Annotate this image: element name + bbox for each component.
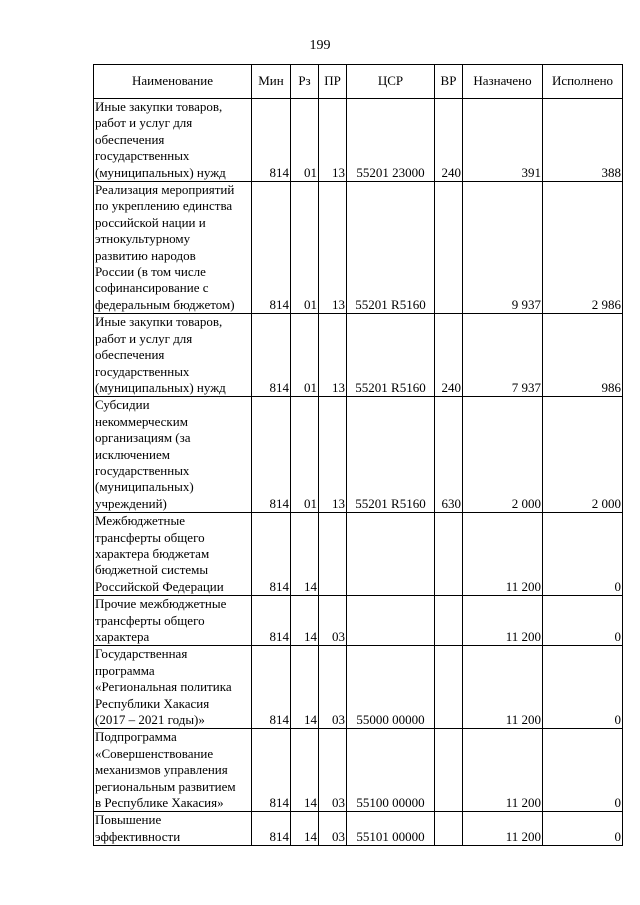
cell-vr	[435, 596, 463, 646]
cell-csr: 55201 R5160	[347, 314, 435, 397]
page-number: 199	[309, 38, 331, 53]
name-line: трансферты общего	[95, 529, 205, 545]
cell-rz: 14	[291, 729, 319, 812]
table-row	[94, 729, 623, 812]
cell-pr: 13	[319, 397, 347, 513]
cell-executed: 0	[543, 596, 623, 646]
header-assigned: Назначено	[463, 65, 543, 99]
cell-min: 814	[252, 596, 291, 646]
cell-pr: 03	[319, 729, 347, 812]
cell-rz: 01	[291, 314, 319, 397]
header-vr: ВР	[435, 65, 463, 99]
cell-pr: 03	[319, 812, 347, 846]
table-row	[94, 182, 623, 314]
cell-min: 814	[252, 182, 291, 314]
name-line: механизмов управления	[95, 762, 228, 778]
name-line: учреждений)	[95, 495, 167, 511]
table-row	[94, 812, 623, 846]
header-name: Наименование	[94, 65, 252, 99]
table-row	[94, 513, 623, 596]
header-min: Мин	[252, 65, 291, 99]
name-line: государственных	[95, 148, 190, 164]
cell-min: 814	[252, 513, 291, 596]
cell-vr	[435, 182, 463, 314]
name-line: (2017 – 2021 годы)»	[95, 712, 205, 728]
name-line: эффективности	[95, 828, 181, 844]
cell-csr: 55101 00000	[347, 812, 435, 846]
cell-pr: 03	[319, 596, 347, 646]
name-line: в Республике Хакасия»	[95, 795, 224, 811]
table-header	[94, 65, 623, 99]
header-pr: ПР	[319, 65, 347, 99]
cell-rz: 14	[291, 812, 319, 846]
cell-name	[94, 812, 252, 846]
cell-executed: 986	[543, 314, 623, 397]
cell-name	[94, 99, 252, 182]
cell-min: 814	[252, 397, 291, 513]
table-row	[94, 99, 623, 182]
name-line: по укреплению единства	[95, 198, 233, 214]
name-line: Повышение	[95, 812, 162, 828]
name-line: Российской Федерации	[95, 578, 224, 594]
cell-executed: 2 000	[543, 397, 623, 513]
cell-csr: 55100 00000	[347, 729, 435, 812]
cell-executed: 388	[543, 99, 623, 182]
name-line: Субсидии	[95, 397, 150, 413]
table-row	[94, 314, 623, 397]
name-line: развитию народов	[95, 247, 196, 263]
cell-vr	[435, 729, 463, 812]
name-line: Государственная	[95, 646, 188, 662]
cell-rz: 14	[291, 513, 319, 596]
cell-rz: 01	[291, 182, 319, 314]
cell-executed: 0	[543, 513, 623, 596]
cell-executed: 2 986	[543, 182, 623, 314]
cell-assigned: 11 200	[463, 812, 543, 846]
cell-name	[94, 314, 252, 397]
cell-min: 814	[252, 812, 291, 846]
cell-pr	[319, 513, 347, 596]
name-line: (муниципальных)	[95, 479, 194, 495]
cell-rz: 14	[291, 596, 319, 646]
name-line: Иные закупки товаров,	[95, 314, 223, 330]
cell-min: 814	[252, 99, 291, 182]
name-line: (муниципальных) нужд	[95, 379, 226, 395]
cell-min: 814	[252, 729, 291, 812]
budget-table	[93, 64, 623, 846]
cell-assigned: 7 937	[463, 314, 543, 397]
name-line: Прочие межбюджетные	[95, 596, 227, 612]
cell-csr: 55201 R5160	[347, 397, 435, 513]
cell-assigned: 391	[463, 99, 543, 182]
name-line: федеральным бюджетом)	[95, 296, 235, 312]
name-line: «Региональная политика	[95, 679, 232, 695]
name-line: государственных	[95, 462, 190, 478]
header-rz: Рз	[291, 65, 319, 99]
cell-rz: 14	[291, 646, 319, 729]
cell-vr	[435, 646, 463, 729]
cell-vr	[435, 513, 463, 596]
name-line: «Совершенствование	[95, 745, 214, 761]
table-row	[94, 646, 623, 729]
cell-assigned: 11 200	[463, 596, 543, 646]
cell-csr: 55201 23000	[347, 99, 435, 182]
cell-executed: 0	[543, 812, 623, 846]
name-line: этнокультурному	[95, 231, 191, 247]
cell-min: 814	[252, 646, 291, 729]
name-line: софинансирование с	[95, 280, 209, 296]
name-line: России (в том числе	[95, 264, 206, 280]
cell-pr: 13	[319, 99, 347, 182]
table-row	[94, 596, 623, 646]
cell-executed: 0	[543, 646, 623, 729]
cell-vr: 240	[435, 99, 463, 182]
cell-assigned: 11 200	[463, 729, 543, 812]
cell-pr: 13	[319, 314, 347, 397]
cell-name	[94, 397, 252, 513]
name-line: характера бюджетам	[95, 545, 210, 561]
name-line: работ и услуг для	[95, 330, 193, 346]
name-line: обеспечения	[95, 347, 165, 363]
cell-csr	[347, 596, 435, 646]
cell-csr	[347, 513, 435, 596]
cell-name	[94, 182, 252, 314]
name-line: Иные закупки товаров,	[95, 99, 223, 114]
name-line: исключением	[95, 446, 170, 462]
name-line: обеспечения	[95, 131, 165, 147]
name-line: Подпрограмма	[95, 729, 177, 745]
name-line: Межбюджетные	[95, 513, 185, 529]
name-line: Реализация мероприятий	[95, 182, 235, 198]
cell-pr: 03	[319, 646, 347, 729]
header-csr: ЦСР	[347, 65, 435, 99]
name-line: российской нации и	[95, 214, 206, 230]
cell-assigned: 11 200	[463, 646, 543, 729]
cell-min: 814	[252, 314, 291, 397]
cell-rz: 01	[291, 99, 319, 182]
name-line: региональным развитием	[95, 778, 236, 794]
cell-csr: 55201 R5160	[347, 182, 435, 314]
cell-vr: 630	[435, 397, 463, 513]
cell-vr	[435, 812, 463, 846]
cell-executed: 0	[543, 729, 623, 812]
cell-assigned: 2 000	[463, 397, 543, 513]
table-row	[94, 397, 623, 513]
name-line: бюджетной системы	[95, 562, 209, 578]
cell-name	[94, 646, 252, 729]
table-body	[94, 99, 623, 846]
cell-assigned: 9 937	[463, 182, 543, 314]
name-line: трансферты общего	[95, 612, 205, 628]
name-line: программа	[95, 662, 155, 678]
cell-name	[94, 513, 252, 596]
name-line: Республики Хакасия	[95, 695, 210, 711]
cell-rz: 01	[291, 397, 319, 513]
cell-name	[94, 596, 252, 646]
cell-csr: 55000 00000	[347, 646, 435, 729]
cell-name	[94, 729, 252, 812]
name-line: работ и услуг для	[95, 115, 193, 131]
name-line: государственных	[95, 363, 190, 379]
name-line: (муниципальных) нужд	[95, 164, 226, 180]
header-executed: Исполнено	[543, 65, 623, 99]
cell-assigned: 11 200	[463, 513, 543, 596]
cell-vr: 240	[435, 314, 463, 397]
name-line: характера	[95, 629, 150, 644]
cell-pr: 13	[319, 182, 347, 314]
header-row	[94, 65, 623, 99]
name-line: некоммерческим	[95, 413, 188, 429]
name-line: организациям (за	[95, 430, 191, 446]
